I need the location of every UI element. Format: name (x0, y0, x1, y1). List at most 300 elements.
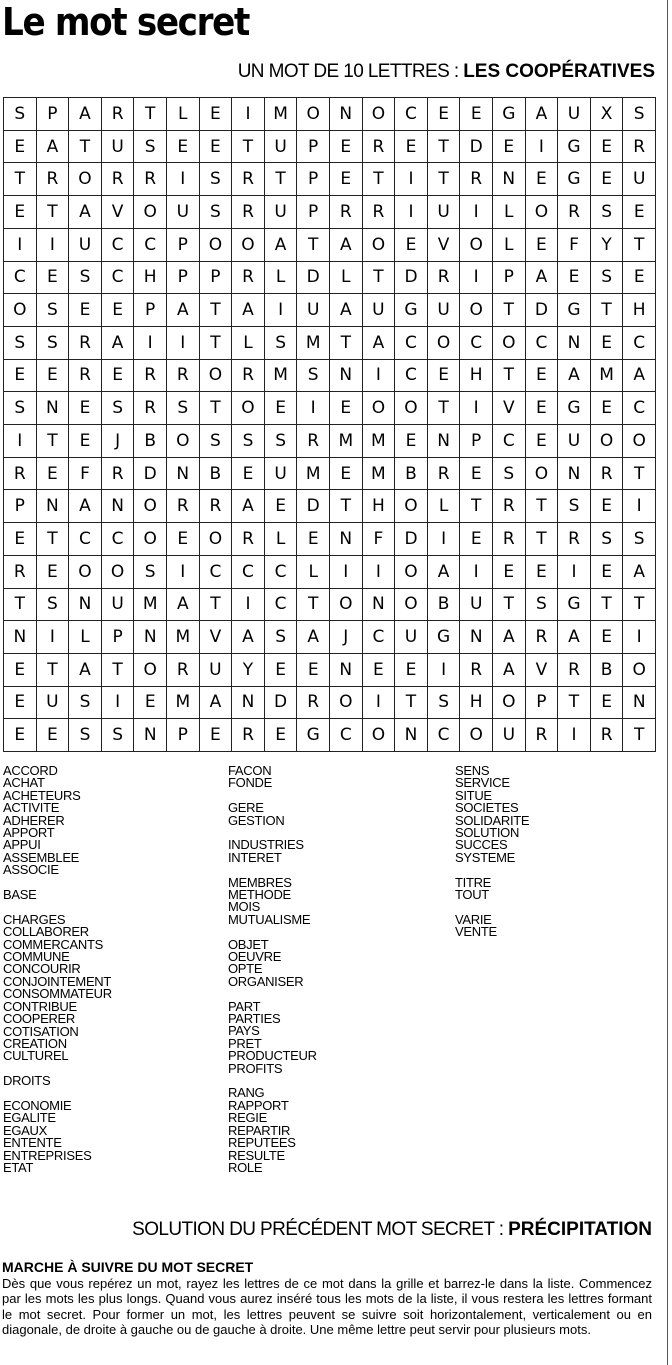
grid-cell[interactable]: N (493, 163, 526, 196)
grid-cell[interactable]: L (297, 556, 330, 589)
grid-cell[interactable]: O (363, 229, 396, 262)
grid-cell[interactable]: T (134, 98, 167, 131)
grid-cell[interactable]: L (265, 262, 298, 295)
grid-cell[interactable]: U (37, 687, 70, 720)
grid-cell[interactable]: C (623, 327, 656, 360)
grid-cell[interactable]: F (69, 458, 102, 491)
grid-cell[interactable]: O (330, 687, 363, 720)
grid-cell[interactable]: T (200, 327, 233, 360)
grid-cell[interactable]: A (526, 98, 559, 131)
grid-cell[interactable]: M (330, 425, 363, 458)
grid-cell[interactable]: C (102, 229, 135, 262)
grid-cell[interactable]: E (623, 196, 656, 229)
grid-cell[interactable]: E (265, 654, 298, 687)
grid-cell[interactable]: E (395, 425, 428, 458)
grid-cell[interactable]: C (200, 556, 233, 589)
grid-cell[interactable]: C (265, 556, 298, 589)
grid-cell[interactable]: L (167, 98, 200, 131)
grid-cell[interactable]: T (428, 131, 461, 164)
grid-cell[interactable]: I (232, 98, 265, 131)
grid-cell[interactable]: U (265, 131, 298, 164)
grid-cell[interactable]: U (493, 719, 526, 752)
grid-cell[interactable]: H (134, 262, 167, 295)
grid-cell[interactable]: T (623, 229, 656, 262)
grid-cell[interactable]: E (493, 131, 526, 164)
grid-cell[interactable]: E (428, 98, 461, 131)
grid-cell[interactable]: P (102, 621, 135, 654)
grid-cell[interactable]: B (134, 425, 167, 458)
grid-cell[interactable]: S (4, 327, 37, 360)
grid-cell[interactable]: U (102, 589, 135, 622)
grid-cell[interactable]: C (526, 327, 559, 360)
grid-cell[interactable]: A (265, 229, 298, 262)
grid-cell[interactable]: E (167, 131, 200, 164)
grid-cell[interactable]: U (265, 458, 298, 491)
grid-cell[interactable]: I (167, 327, 200, 360)
grid-cell[interactable]: C (134, 229, 167, 262)
grid-cell[interactable]: O (232, 392, 265, 425)
grid-cell[interactable]: S (591, 262, 624, 295)
grid-cell[interactable]: I (526, 131, 559, 164)
grid-cell[interactable]: S (265, 425, 298, 458)
grid-cell[interactable]: E (232, 458, 265, 491)
grid-cell[interactable]: E (297, 523, 330, 556)
grid-cell[interactable]: E (591, 687, 624, 720)
grid-cell[interactable]: L (232, 327, 265, 360)
grid-cell[interactable]: B (591, 654, 624, 687)
grid-cell[interactable]: E (200, 98, 233, 131)
grid-cell[interactable]: E (591, 131, 624, 164)
grid-cell[interactable]: M (265, 98, 298, 131)
grid-cell[interactable]: I (558, 556, 591, 589)
grid-cell[interactable]: C (232, 556, 265, 589)
grid-cell[interactable]: A (623, 360, 656, 393)
grid-cell[interactable]: N (102, 490, 135, 523)
grid-cell[interactable]: S (167, 392, 200, 425)
grid-cell[interactable]: I (395, 163, 428, 196)
grid-cell[interactable]: D (265, 687, 298, 720)
grid-cell[interactable]: E (526, 425, 559, 458)
grid-cell[interactable]: A (493, 621, 526, 654)
grid-cell[interactable]: C (493, 425, 526, 458)
grid-cell[interactable]: T (623, 719, 656, 752)
grid-cell[interactable]: O (69, 163, 102, 196)
grid-cell[interactable]: T (363, 163, 396, 196)
grid-cell[interactable]: M (297, 458, 330, 491)
grid-cell[interactable]: R (591, 458, 624, 491)
grid-cell[interactable]: E (363, 654, 396, 687)
grid-cell[interactable]: P (297, 163, 330, 196)
grid-cell[interactable]: T (363, 262, 396, 295)
grid-cell[interactable]: E (134, 687, 167, 720)
grid-cell[interactable]: N (428, 425, 461, 458)
grid-cell[interactable]: D (395, 262, 428, 295)
grid-cell[interactable]: T (265, 163, 298, 196)
grid-cell[interactable]: T (558, 687, 591, 720)
grid-cell[interactable]: V (428, 229, 461, 262)
grid-cell[interactable]: R (232, 719, 265, 752)
grid-cell[interactable]: A (558, 621, 591, 654)
grid-cell[interactable]: O (493, 687, 526, 720)
grid-cell[interactable]: I (232, 589, 265, 622)
grid-cell[interactable]: R (526, 621, 559, 654)
grid-cell[interactable]: C (395, 360, 428, 393)
grid-cell[interactable]: B (200, 458, 233, 491)
grid-cell[interactable]: E (167, 523, 200, 556)
grid-cell[interactable]: G (558, 589, 591, 622)
grid-cell[interactable]: E (69, 392, 102, 425)
grid-cell[interactable]: V (493, 392, 526, 425)
grid-cell[interactable]: I (363, 360, 396, 393)
grid-cell[interactable]: N (134, 719, 167, 752)
grid-cell[interactable]: S (102, 392, 135, 425)
grid-cell[interactable]: O (526, 196, 559, 229)
grid-cell[interactable]: T (526, 490, 559, 523)
grid-cell[interactable]: R (428, 458, 461, 491)
grid-cell[interactable]: A (330, 294, 363, 327)
grid-cell[interactable]: I (623, 490, 656, 523)
grid-cell[interactable]: E (493, 556, 526, 589)
grid-cell[interactable]: E (102, 360, 135, 393)
grid-cell[interactable]: I (134, 327, 167, 360)
grid-cell[interactable]: P (134, 294, 167, 327)
grid-cell[interactable]: U (69, 229, 102, 262)
grid-cell[interactable]: E (526, 163, 559, 196)
grid-cell[interactable]: E (395, 229, 428, 262)
grid-cell[interactable]: N (167, 458, 200, 491)
grid-cell[interactable]: L (69, 621, 102, 654)
grid-cell[interactable]: E (591, 392, 624, 425)
grid-cell[interactable]: R (167, 654, 200, 687)
grid-cell[interactable]: R (232, 523, 265, 556)
grid-cell[interactable]: I (363, 556, 396, 589)
grid-cell[interactable]: E (4, 196, 37, 229)
grid-cell[interactable]: O (134, 196, 167, 229)
grid-cell[interactable]: I (37, 621, 70, 654)
grid-cell[interactable]: I (265, 294, 298, 327)
grid-cell[interactable]: M (167, 687, 200, 720)
grid-cell[interactable]: C (102, 262, 135, 295)
grid-cell[interactable]: N (134, 621, 167, 654)
grid-cell[interactable]: E (200, 131, 233, 164)
grid-cell[interactable]: O (363, 392, 396, 425)
grid-cell[interactable]: U (167, 196, 200, 229)
grid-cell[interactable]: S (200, 163, 233, 196)
grid-cell[interactable]: S (37, 589, 70, 622)
grid-cell[interactable]: T (460, 490, 493, 523)
grid-cell[interactable]: T (526, 523, 559, 556)
grid-cell[interactable]: G (558, 131, 591, 164)
grid-cell[interactable]: I (558, 719, 591, 752)
grid-cell[interactable]: J (330, 621, 363, 654)
grid-cell[interactable]: T (428, 392, 461, 425)
grid-cell[interactable]: E (526, 360, 559, 393)
grid-cell[interactable]: T (395, 687, 428, 720)
grid-cell[interactable]: O (134, 654, 167, 687)
grid-cell[interactable]: P (167, 262, 200, 295)
grid-cell[interactable]: E (591, 490, 624, 523)
grid-cell[interactable]: B (428, 589, 461, 622)
grid-cell[interactable]: P (200, 262, 233, 295)
grid-cell[interactable]: I (623, 621, 656, 654)
grid-cell[interactable]: R (363, 131, 396, 164)
grid-cell[interactable]: P (167, 229, 200, 262)
grid-cell[interactable]: G (558, 294, 591, 327)
grid-cell[interactable]: E (4, 131, 37, 164)
grid-cell[interactable]: T (428, 163, 461, 196)
grid-cell[interactable]: S (69, 687, 102, 720)
grid-cell[interactable]: I (37, 229, 70, 262)
grid-cell[interactable]: U (363, 294, 396, 327)
grid-cell[interactable]: S (428, 687, 461, 720)
grid-cell[interactable]: U (297, 294, 330, 327)
grid-cell[interactable]: N (37, 490, 70, 523)
grid-cell[interactable]: E (526, 229, 559, 262)
grid-cell[interactable]: T (493, 589, 526, 622)
grid-cell[interactable]: T (297, 589, 330, 622)
grid-cell[interactable]: S (297, 360, 330, 393)
grid-cell[interactable]: R (460, 163, 493, 196)
grid-cell[interactable]: E (428, 360, 461, 393)
grid-cell[interactable]: N (558, 327, 591, 360)
grid-cell[interactable]: V (526, 654, 559, 687)
grid-cell[interactable]: O (623, 425, 656, 458)
grid-cell[interactable]: A (200, 687, 233, 720)
grid-cell[interactable]: A (330, 229, 363, 262)
grid-cell[interactable]: R (232, 262, 265, 295)
grid-cell[interactable]: E (37, 458, 70, 491)
grid-cell[interactable]: A (428, 556, 461, 589)
grid-cell[interactable]: R (69, 327, 102, 360)
grid-cell[interactable]: S (265, 327, 298, 360)
grid-cell[interactable]: T (200, 392, 233, 425)
grid-cell[interactable]: P (167, 719, 200, 752)
grid-cell[interactable]: R (591, 719, 624, 752)
grid-cell[interactable]: D (297, 262, 330, 295)
grid-cell[interactable]: T (493, 294, 526, 327)
grid-cell[interactable]: O (200, 229, 233, 262)
grid-cell[interactable]: S (134, 131, 167, 164)
grid-cell[interactable]: A (232, 294, 265, 327)
grid-cell[interactable]: T (493, 360, 526, 393)
grid-cell[interactable]: E (69, 425, 102, 458)
grid-cell[interactable]: R (4, 556, 37, 589)
grid-cell[interactable]: R (200, 490, 233, 523)
grid-cell[interactable]: R (69, 360, 102, 393)
grid-cell[interactable]: T (623, 589, 656, 622)
grid-cell[interactable]: T (591, 294, 624, 327)
grid-cell[interactable]: S (558, 490, 591, 523)
grid-cell[interactable]: P (37, 98, 70, 131)
grid-cell[interactable]: G (428, 621, 461, 654)
grid-cell[interactable]: T (200, 589, 233, 622)
grid-cell[interactable]: T (200, 294, 233, 327)
grid-cell[interactable]: E (4, 687, 37, 720)
grid-cell[interactable]: N (460, 621, 493, 654)
grid-cell[interactable]: V (102, 196, 135, 229)
grid-cell[interactable]: R (102, 458, 135, 491)
grid-cell[interactable]: P (297, 131, 330, 164)
grid-cell[interactable]: E (526, 556, 559, 589)
grid-cell[interactable]: O (363, 98, 396, 131)
grid-cell[interactable]: C (395, 327, 428, 360)
grid-cell[interactable]: R (134, 392, 167, 425)
grid-cell[interactable]: R (363, 196, 396, 229)
grid-cell[interactable]: R (493, 523, 526, 556)
grid-cell[interactable]: O (460, 229, 493, 262)
grid-cell[interactable]: R (232, 360, 265, 393)
grid-cell[interactable]: N (363, 589, 396, 622)
grid-cell[interactable]: R (558, 196, 591, 229)
grid-cell[interactable]: A (69, 98, 102, 131)
grid-cell[interactable]: I (167, 163, 200, 196)
grid-cell[interactable]: S (134, 556, 167, 589)
grid-cell[interactable]: E (265, 719, 298, 752)
grid-cell[interactable]: E (330, 163, 363, 196)
grid-cell[interactable]: T (330, 490, 363, 523)
grid-cell[interactable]: R (102, 98, 135, 131)
grid-cell[interactable]: R (134, 360, 167, 393)
grid-cell[interactable]: C (102, 523, 135, 556)
grid-cell[interactable]: E (591, 621, 624, 654)
grid-cell[interactable]: P (493, 262, 526, 295)
grid-cell[interactable]: D (526, 294, 559, 327)
grid-cell[interactable]: T (623, 458, 656, 491)
grid-cell[interactable]: O (395, 556, 428, 589)
grid-cell[interactable]: I (395, 196, 428, 229)
grid-cell[interactable]: E (395, 131, 428, 164)
grid-cell[interactable]: I (4, 229, 37, 262)
grid-cell[interactable]: S (526, 589, 559, 622)
grid-cell[interactable]: N (69, 589, 102, 622)
grid-cell[interactable]: R (232, 163, 265, 196)
grid-cell[interactable]: E (4, 360, 37, 393)
grid-cell[interactable]: U (558, 425, 591, 458)
grid-cell[interactable]: I (297, 392, 330, 425)
grid-cell[interactable]: A (102, 327, 135, 360)
grid-cell[interactable]: E (4, 719, 37, 752)
grid-cell[interactable]: T (297, 229, 330, 262)
grid-cell[interactable]: O (460, 294, 493, 327)
grid-cell[interactable]: U (102, 131, 135, 164)
grid-cell[interactable]: A (232, 621, 265, 654)
grid-cell[interactable]: O (200, 360, 233, 393)
grid-cell[interactable]: A (363, 327, 396, 360)
grid-cell[interactable]: E (37, 262, 70, 295)
grid-cell[interactable]: N (330, 523, 363, 556)
grid-cell[interactable]: E (591, 556, 624, 589)
grid-cell[interactable]: L (493, 229, 526, 262)
grid-cell[interactable]: R (558, 523, 591, 556)
grid-cell[interactable]: A (69, 196, 102, 229)
grid-cell[interactable]: Y (232, 654, 265, 687)
grid-cell[interactable]: T (37, 654, 70, 687)
grid-cell[interactable]: O (134, 523, 167, 556)
grid-cell[interactable]: E (37, 360, 70, 393)
grid-cell[interactable]: O (395, 392, 428, 425)
grid-cell[interactable]: S (200, 196, 233, 229)
grid-cell[interactable]: U (200, 654, 233, 687)
grid-cell[interactable]: U (265, 196, 298, 229)
grid-cell[interactable]: R (232, 196, 265, 229)
grid-cell[interactable]: I (460, 556, 493, 589)
grid-cell[interactable]: R (526, 719, 559, 752)
grid-cell[interactable]: M (167, 621, 200, 654)
grid-cell[interactable]: R (428, 262, 461, 295)
grid-cell[interactable]: A (167, 589, 200, 622)
grid-cell[interactable]: S (200, 425, 233, 458)
grid-cell[interactable]: O (102, 556, 135, 589)
grid-cell[interactable]: O (428, 327, 461, 360)
grid-cell[interactable]: C (395, 98, 428, 131)
grid-cell[interactable]: R (330, 196, 363, 229)
grid-cell[interactable]: E (591, 163, 624, 196)
grid-cell[interactable]: T (4, 589, 37, 622)
grid-cell[interactable]: T (591, 589, 624, 622)
grid-cell[interactable]: T (232, 131, 265, 164)
grid-cell[interactable]: N (330, 654, 363, 687)
grid-cell[interactable]: A (493, 654, 526, 687)
grid-cell[interactable]: F (558, 229, 591, 262)
grid-cell[interactable]: O (591, 425, 624, 458)
grid-cell[interactable]: E (460, 98, 493, 131)
grid-cell[interactable]: E (591, 327, 624, 360)
grid-cell[interactable]: D (395, 523, 428, 556)
grid-cell[interactable]: S (4, 392, 37, 425)
grid-cell[interactable]: N (4, 621, 37, 654)
grid-cell[interactable]: S (102, 719, 135, 752)
grid-cell[interactable]: S (265, 621, 298, 654)
grid-cell[interactable]: A (297, 621, 330, 654)
grid-cell[interactable]: I (330, 556, 363, 589)
grid-cell[interactable]: O (395, 490, 428, 523)
grid-cell[interactable]: C (265, 589, 298, 622)
grid-cell[interactable]: P (297, 196, 330, 229)
grid-cell[interactable]: E (330, 392, 363, 425)
grid-cell[interactable]: O (167, 425, 200, 458)
grid-cell[interactable]: I (167, 556, 200, 589)
grid-cell[interactable]: E (69, 294, 102, 327)
grid-cell[interactable]: R (102, 163, 135, 196)
grid-cell[interactable]: N (232, 687, 265, 720)
grid-cell[interactable]: I (428, 523, 461, 556)
grid-cell[interactable]: T (37, 196, 70, 229)
grid-cell[interactable]: M (265, 360, 298, 393)
grid-cell[interactable]: D (460, 131, 493, 164)
grid-cell[interactable]: N (623, 687, 656, 720)
grid-cell[interactable]: E (623, 262, 656, 295)
grid-cell[interactable]: L (265, 523, 298, 556)
grid-cell[interactable]: T (4, 163, 37, 196)
grid-cell[interactable]: M (134, 589, 167, 622)
grid-cell[interactable]: N (395, 719, 428, 752)
grid-cell[interactable]: R (493, 490, 526, 523)
grid-cell[interactable]: G (395, 294, 428, 327)
grid-cell[interactable]: R (4, 458, 37, 491)
grid-cell[interactable]: H (623, 294, 656, 327)
grid-cell[interactable]: I (363, 687, 396, 720)
grid-cell[interactable]: O (493, 327, 526, 360)
grid-cell[interactable]: G (558, 163, 591, 196)
grid-cell[interactable]: U (428, 294, 461, 327)
grid-cell[interactable]: E (37, 556, 70, 589)
grid-cell[interactable]: R (297, 425, 330, 458)
grid-cell[interactable]: O (623, 654, 656, 687)
grid-cell[interactable]: O (232, 229, 265, 262)
grid-cell[interactable]: A (623, 556, 656, 589)
grid-cell[interactable]: C (330, 719, 363, 752)
grid-cell[interactable]: V (200, 621, 233, 654)
